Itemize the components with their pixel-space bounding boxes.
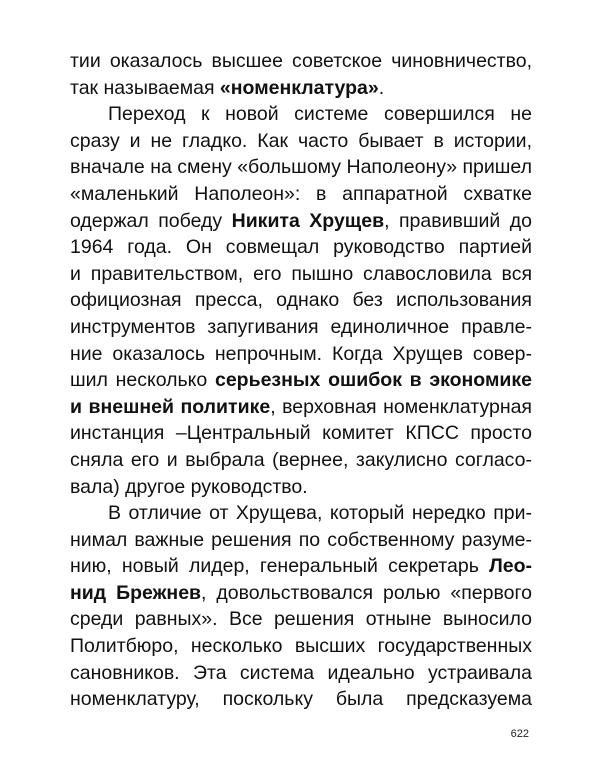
bold-term: серьезных ошибок в экономике: [214, 369, 532, 392]
text-run: 1964 года. Он совмещал руководство партией: [70, 236, 532, 259]
text-run: шил несколько: [70, 369, 215, 392]
text-run: среди равных». Все решения отныне выносило: [70, 608, 532, 631]
bold-term: нид Брежнев: [70, 581, 202, 604]
text-line: [70, 686, 532, 713]
page-number: 622: [510, 728, 529, 740]
bold-term: и внешней политике: [70, 395, 271, 418]
text-run: сняла его и выбрала (вернее, закулисно согласо-: [70, 448, 532, 471]
text-run: номенклатуру, поскольку была предсказуема: [70, 688, 532, 711]
text-line: [70, 261, 532, 288]
text-run: вала) другое руководство.: [70, 475, 308, 498]
text-run: Переход к новой системе совершился не: [108, 103, 532, 126]
text-run: Политбюро, несколько высших государственных: [70, 635, 532, 658]
text-run: нимал важные решения по собственному разуме-: [70, 528, 532, 551]
text-run: ние оказалось непрочным. Когда Хрущев совер-: [70, 342, 532, 365]
text-line: [70, 128, 532, 155]
text-run: сразу и не гладко. Как часто бывает в истории,: [70, 129, 532, 152]
text-run: одержал победу: [70, 209, 232, 232]
text-line: [70, 287, 532, 314]
text-line: [70, 474, 532, 501]
bold-term: «номенклатура»: [219, 76, 379, 99]
text-line: [70, 314, 532, 341]
text-run: нию, новый лидер, генеральный секретарь: [70, 555, 490, 578]
text-run: сановников. Эта система идеально устраивала: [70, 661, 532, 684]
text-line: [70, 367, 532, 394]
text-run: , довольствовался ролью «первого: [201, 581, 532, 604]
text-run: , правивший до: [384, 209, 532, 232]
text-run: «маленький Наполеон»: в аппаратной схватке: [70, 182, 532, 205]
text-run: вначале на смену «большому Наполеону» пришел: [70, 156, 532, 179]
text-run: так называемая: [70, 76, 220, 99]
text-line: [70, 606, 532, 633]
bold-term: Лео-: [489, 555, 532, 578]
text-line: [70, 154, 532, 181]
text-line: [70, 75, 532, 102]
text-line: [70, 181, 532, 208]
text-line: [70, 527, 532, 554]
text-run: и правительством, его пышно славословила вся: [70, 262, 532, 285]
text-line: [70, 660, 532, 687]
text-line: [70, 234, 532, 261]
text-run: инстанция –Центральный комитет КПСС просто: [70, 422, 532, 445]
text-line: [70, 101, 532, 128]
text-run: , верховная номенклатурная: [270, 395, 532, 418]
text-line: [70, 48, 532, 75]
text-run: В отличие от Хрущева, который нередко при-: [108, 502, 532, 525]
text-run: тии оказалось высшее советское чиновничество,: [70, 50, 532, 72]
bold-term: Никита Хрущев: [231, 209, 385, 232]
text-run: инструментов запугивания единоличное правле-: [70, 315, 532, 338]
text-run: .: [378, 76, 385, 99]
text-line: [70, 447, 532, 474]
text-line: [70, 341, 532, 368]
text-line: [70, 553, 532, 580]
text-line: [70, 633, 532, 660]
text-line: [70, 580, 532, 607]
body-text: [70, 48, 532, 713]
text-line: [70, 208, 532, 235]
text-line: [70, 394, 532, 421]
text-line: [70, 500, 532, 527]
text-run: официозная пресса, однако без использования: [70, 289, 532, 312]
text-line: [70, 420, 532, 447]
